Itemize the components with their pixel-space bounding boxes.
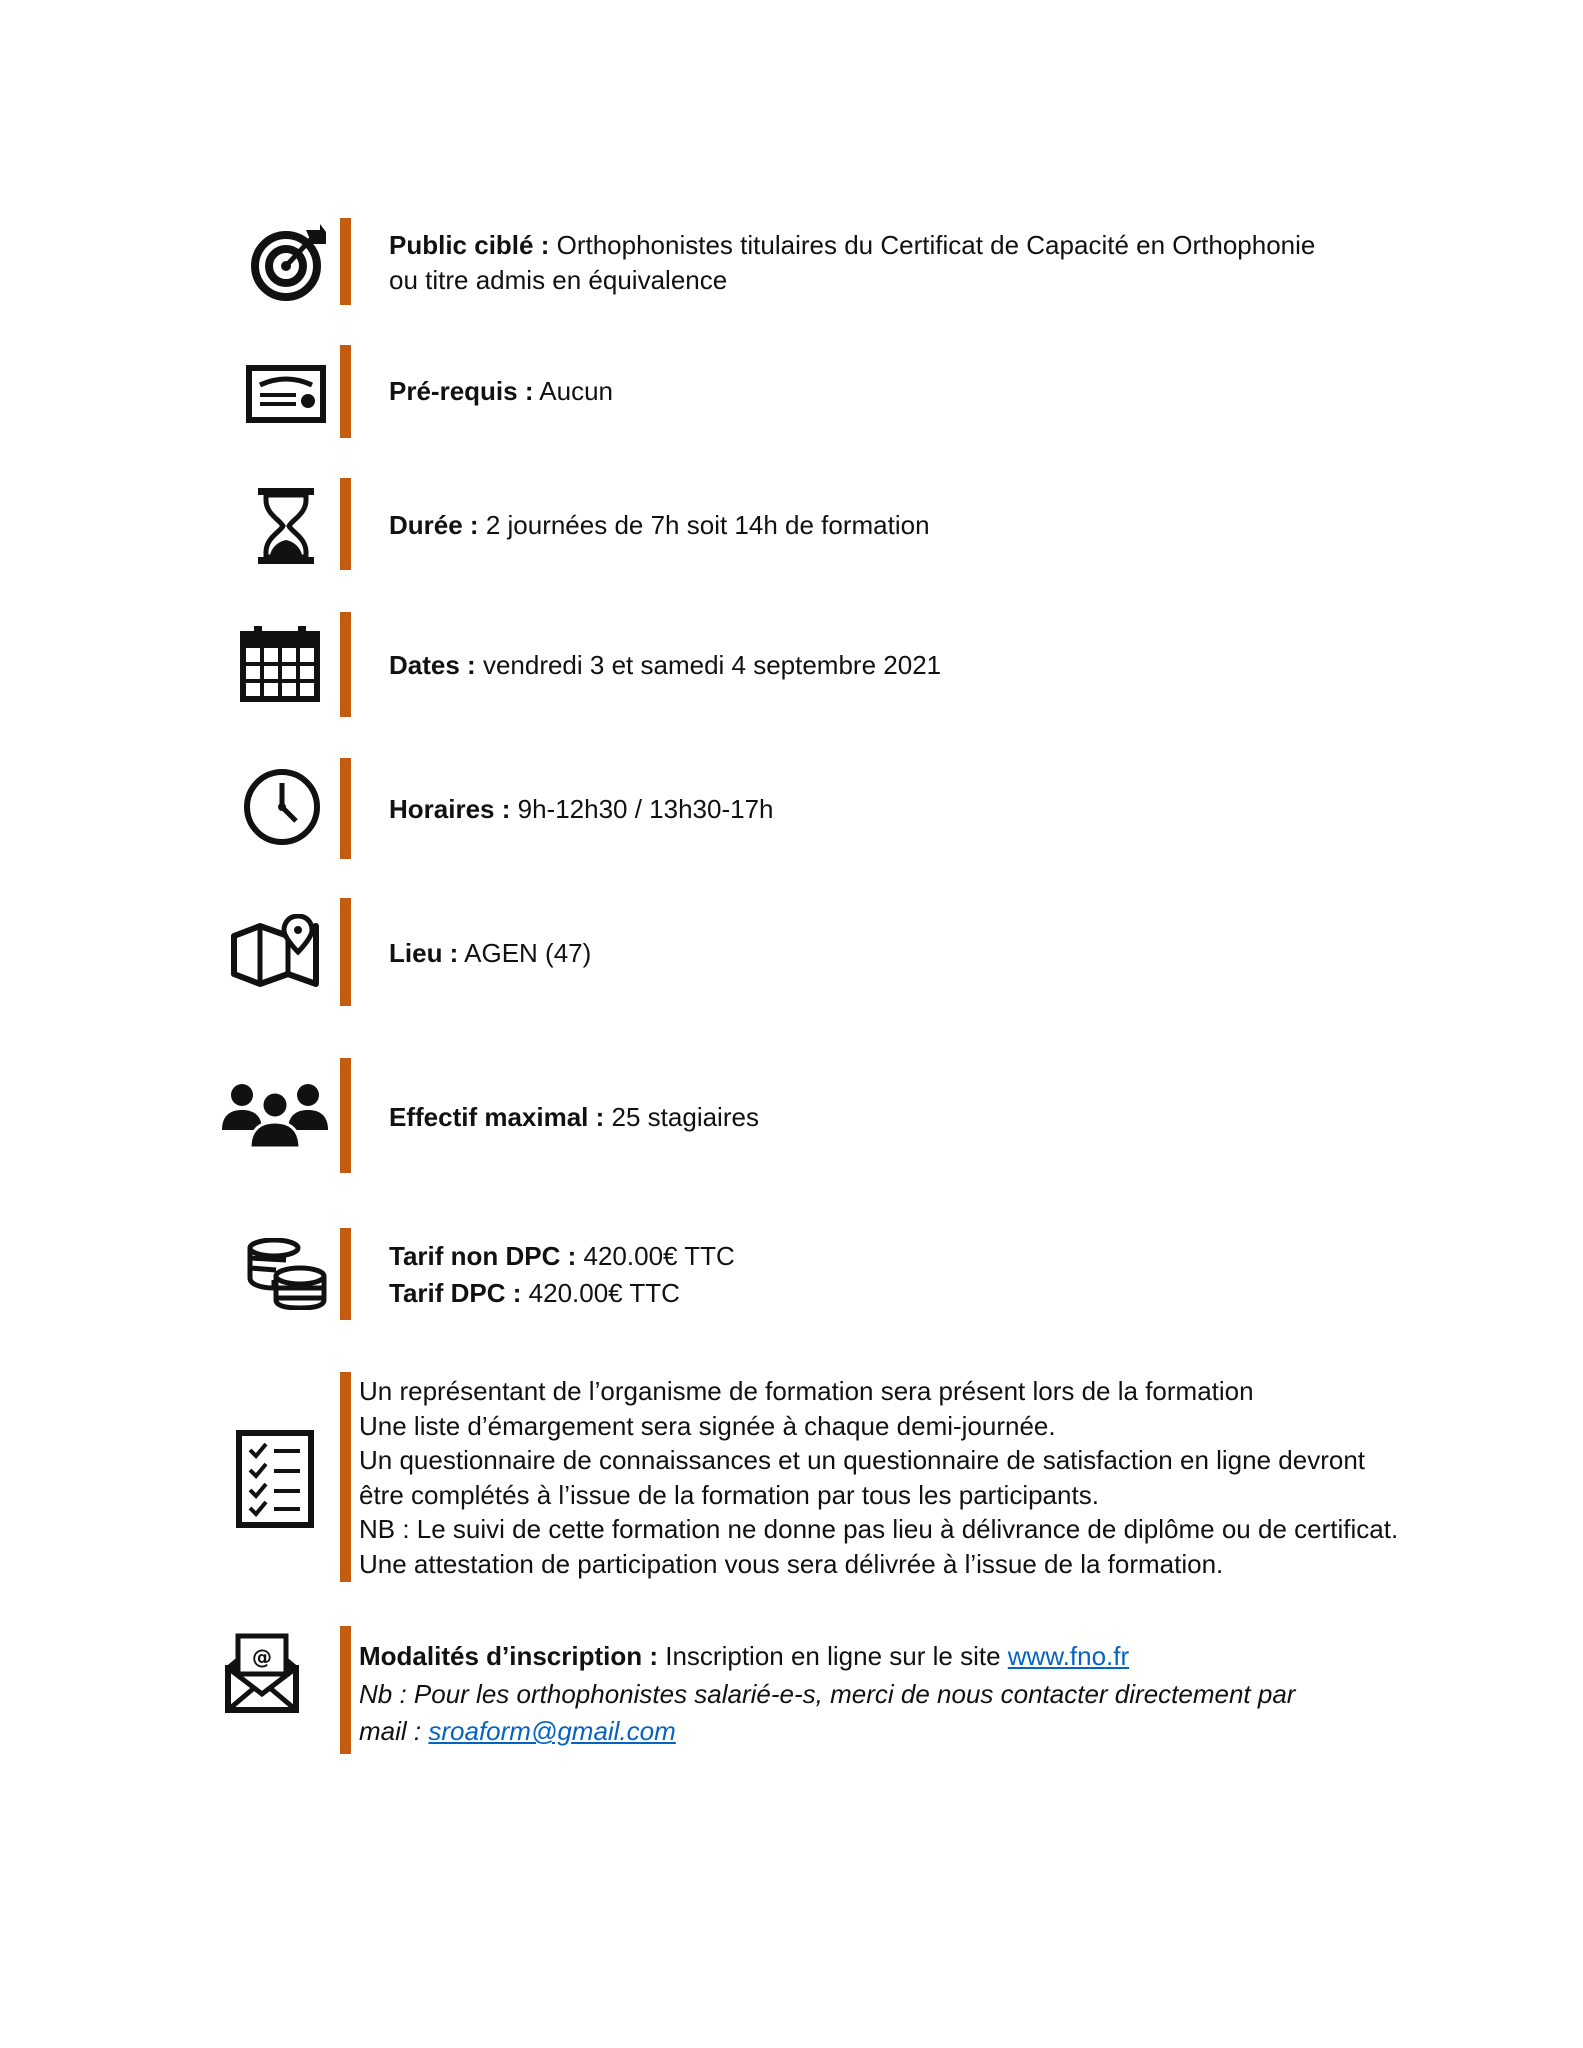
prerequis-text xyxy=(389,374,613,409)
duree-text xyxy=(389,508,930,543)
fno-site-link[interactable]: www.fno.fr xyxy=(1007,1641,1130,1671)
inscription-label: Modalités d’inscription : xyxy=(359,1641,659,1671)
certificate-icon xyxy=(246,365,326,423)
horaires-text xyxy=(389,792,774,827)
inscription-nb-line: Nb : Pour les orthophonistes salarié-e-s, merci de nous contacter directement par xyxy=(359,1678,1296,1709)
effectif-label: Effectif maximal : xyxy=(389,1102,605,1132)
dates-value: vendredi 3 et samedi 4 septembre 2021 xyxy=(482,650,942,680)
target-icon xyxy=(250,224,328,302)
modalites-line: être complétés à l’issue de la formation par tous les participants. xyxy=(359,1479,1099,1510)
tarif-dpc-label: Tarif DPC : xyxy=(389,1278,522,1308)
prerequis-label: Pré-requis : xyxy=(389,376,534,406)
tarif-text xyxy=(389,1238,735,1312)
horaires-value: 9h-12h30 / 13h30-17h xyxy=(517,794,774,824)
tarif-non-dpc-value: 420.00€ TTC xyxy=(583,1241,735,1271)
accent-bar xyxy=(340,758,351,859)
prerequis-value: Aucun xyxy=(539,376,614,406)
inscription-mail-prefix: mail : xyxy=(359,1716,422,1746)
email-link[interactable]: sroaform@gmail.com xyxy=(428,1716,676,1746)
accent-bar xyxy=(340,345,351,438)
hourglass-icon xyxy=(256,486,316,566)
inscription-text xyxy=(359,1638,1295,1751)
modalites-line: Une liste d’émargement sera signée à chaque demi-journée. xyxy=(359,1410,1056,1441)
dates-text xyxy=(389,648,941,683)
modalites-line: Un questionnaire de connaissances et un questionnaire de satisfaction en ligne devront xyxy=(359,1445,1366,1475)
public-value-2: ou titre admis en équivalence xyxy=(389,265,728,295)
calendar-icon xyxy=(240,626,320,702)
duree-label: Durée : xyxy=(389,510,479,540)
email-icon xyxy=(224,1632,300,1714)
accent-bar xyxy=(340,1228,351,1320)
modalites-line: Une attestation de participation vous sera délivrée à l’issue de la formation. xyxy=(359,1548,1224,1579)
accent-bar xyxy=(340,1058,351,1173)
dates-label: Dates : xyxy=(389,650,476,680)
modalites-line: NB : Le suivi de cette formation ne donne pas lieu à délivrance de diplôme ou de certificat. xyxy=(359,1514,1399,1544)
lieu-text xyxy=(389,936,591,971)
lieu-label: Lieu : xyxy=(389,938,459,968)
tarif-non-dpc-label: Tarif non DPC : xyxy=(389,1241,577,1271)
accent-bar xyxy=(340,898,351,1006)
modalites-text xyxy=(359,1374,1398,1581)
effectif-text xyxy=(389,1100,759,1135)
public-text xyxy=(389,228,1315,298)
accent-bar xyxy=(340,478,351,570)
duree-value: 2 journées de 7h soit 14h de formation xyxy=(485,510,930,540)
accent-bar xyxy=(340,612,351,717)
accent-bar xyxy=(340,1372,351,1582)
inscription-value: Inscription en ligne sur le site xyxy=(665,1641,1001,1671)
coins-icon xyxy=(246,1238,328,1310)
modalites-line: Un représentant de l’organisme de formation sera présent lors de la formation xyxy=(359,1376,1254,1406)
svg-text:@: @ xyxy=(252,1645,272,1669)
public-label: Public ciblé : xyxy=(389,230,550,260)
clock-icon xyxy=(242,767,322,847)
checklist-icon xyxy=(236,1430,314,1528)
lieu-value: AGEN (47) xyxy=(464,938,592,968)
tarif-dpc-value: 420.00€ TTC xyxy=(528,1278,680,1308)
horaires-label: Horaires : xyxy=(389,794,511,824)
accent-bar xyxy=(340,1626,351,1754)
map-pin-icon xyxy=(230,914,322,990)
group-icon xyxy=(222,1080,328,1150)
public-value: Orthophonistes titulaires du Certificat de Capacité en Orthophonie xyxy=(556,230,1316,260)
effectif-value: 25 stagiaires xyxy=(611,1102,759,1132)
accent-bar xyxy=(340,218,351,305)
